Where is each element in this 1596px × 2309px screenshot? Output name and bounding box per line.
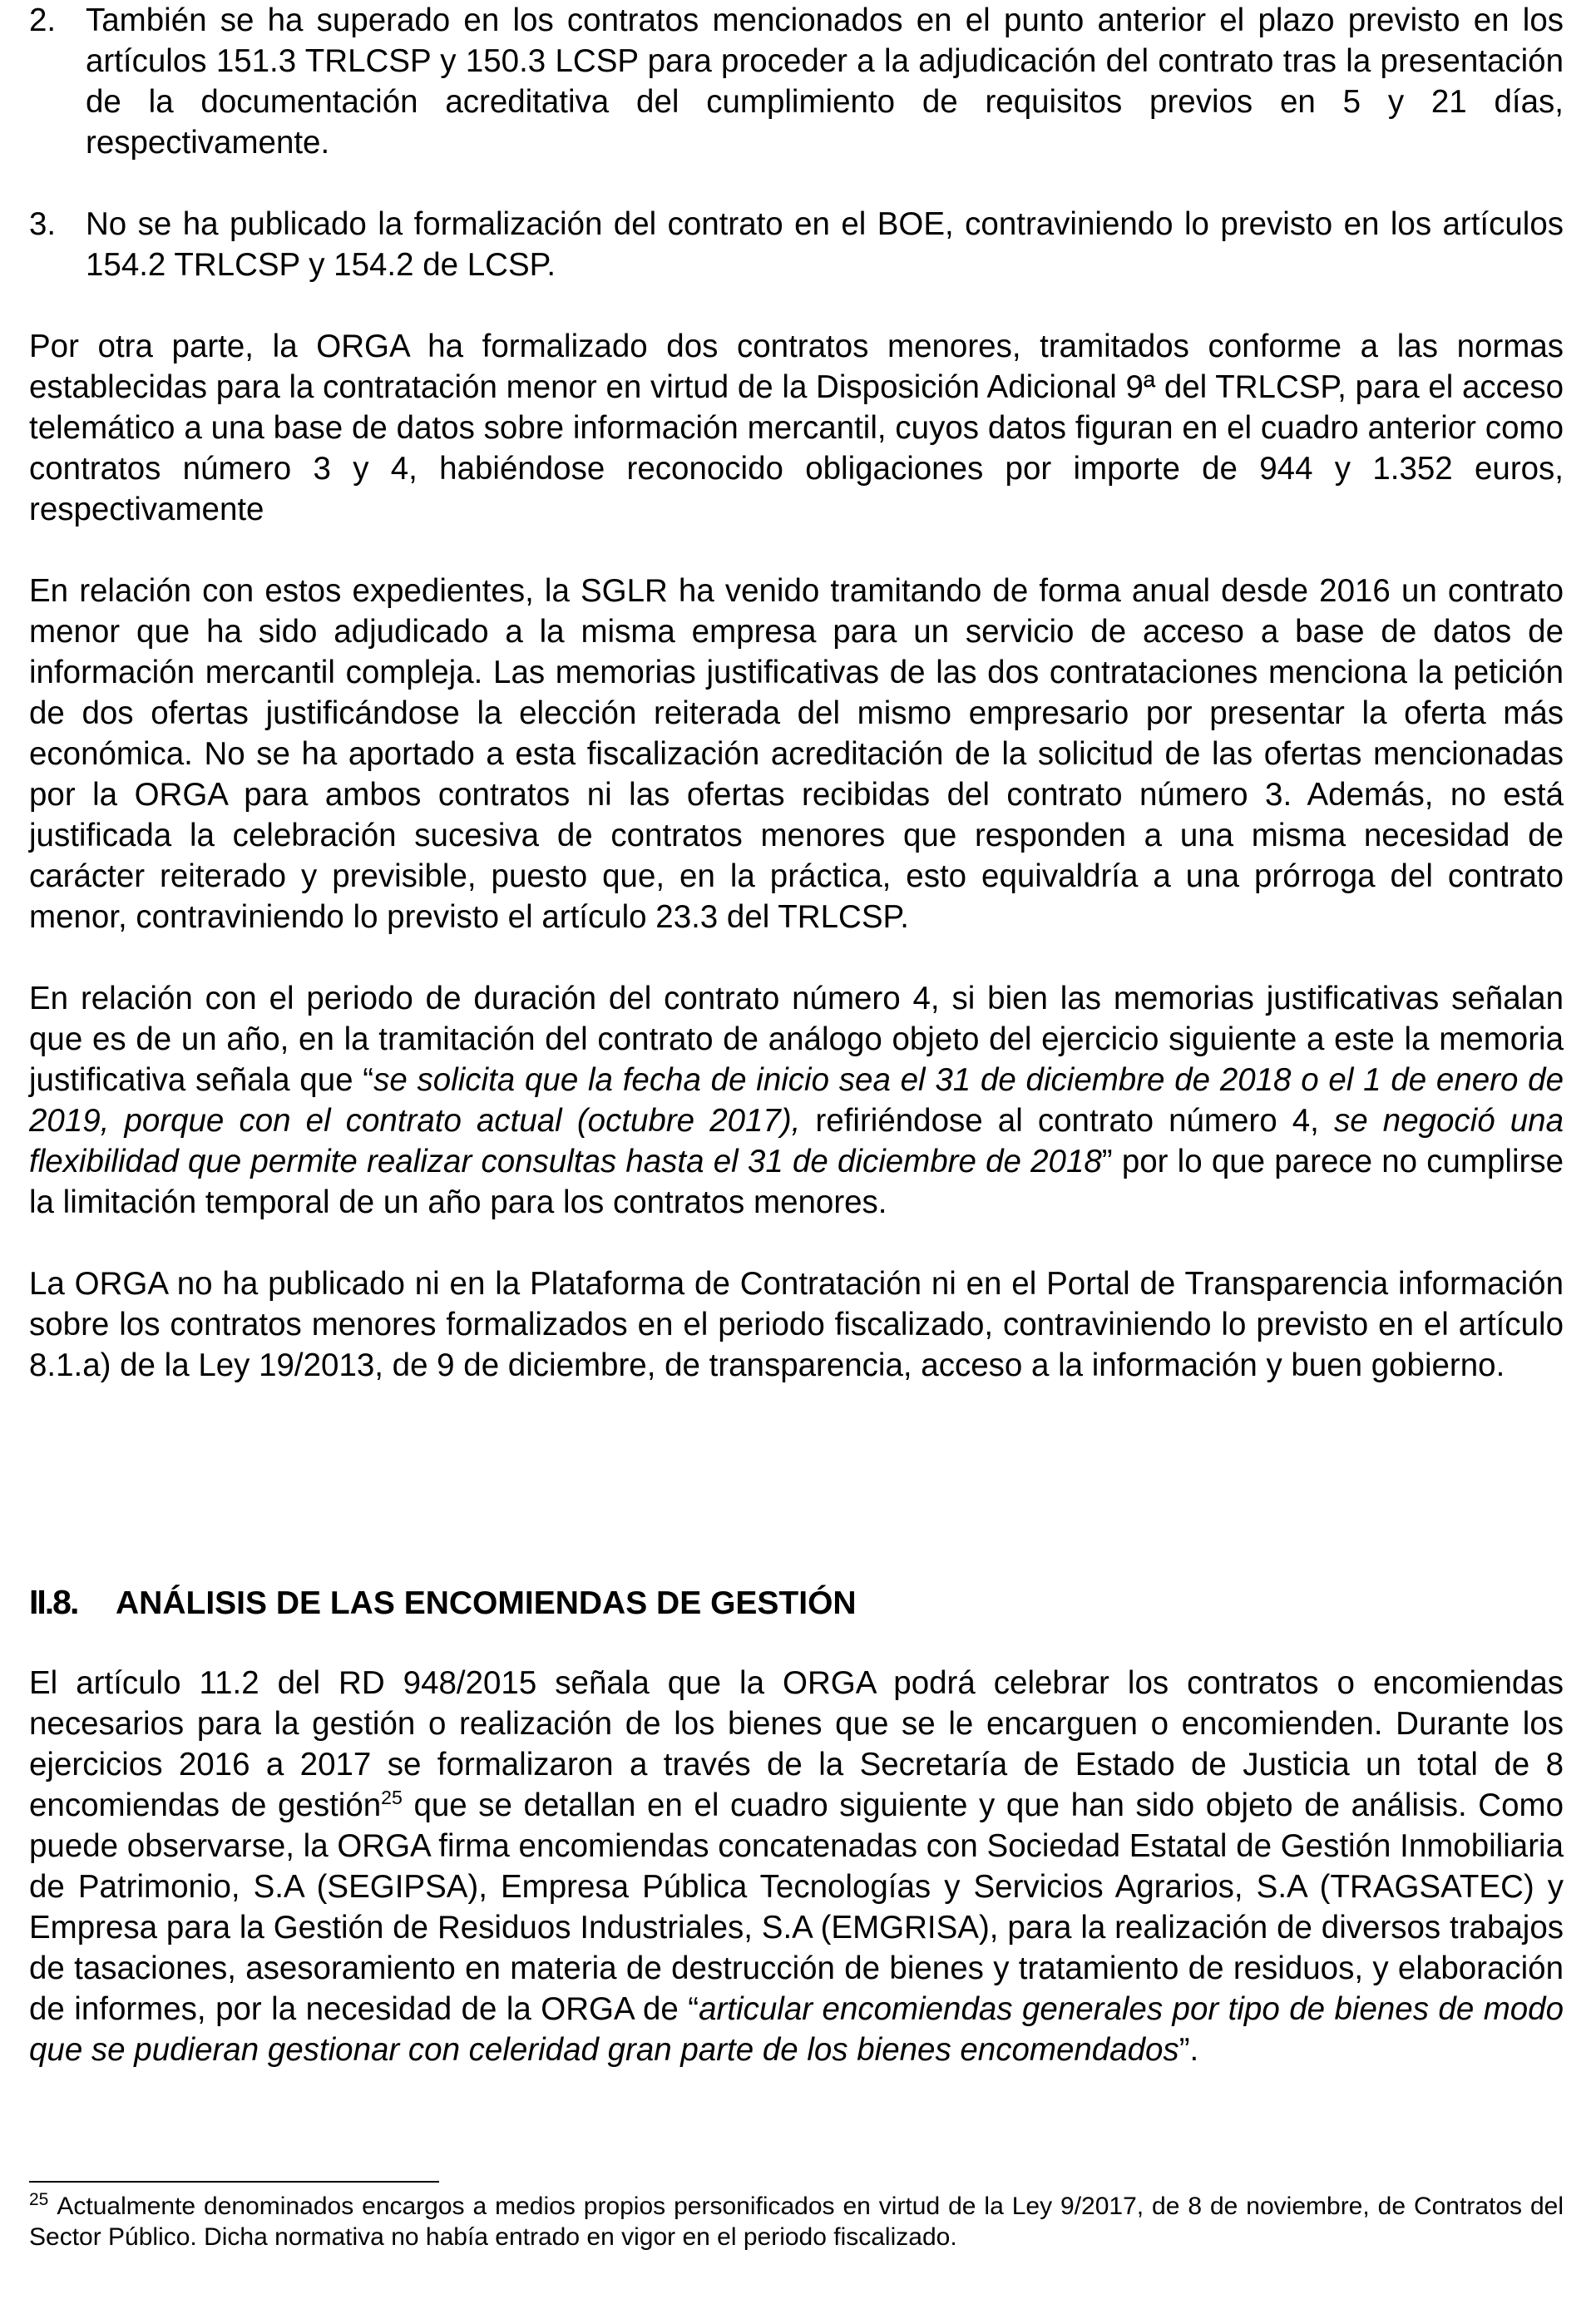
paragraph: Por otra parte, la ORGA ha formalizado dos contratos menores, tramitados conforme a las normas establecidas para la contratación menor en virtud de la Disposición Adicional 9ª del TRLCSP, para el acceso telemático a una base de datos sobre información mercantil, cuyos datos figuran en el cuadro anterior como contratos número 3 y 4, habiéndose reconocido obligaciones por importe de 944 y 1.352 euros, respectivamente xyxy=(29,329,1564,527)
section-number: II.8. xyxy=(29,1583,78,1621)
paragraph-text: El artículo 11.2 del RD 948/2015 señala que la ORGA podrá celebrar los contratos o encomiendas necesarios para la gestión o realización de los bienes que se le encarguen o encomienden. Durante los ejercicios 2016 a 2017 se formalizaron a través de la Secretaría de Estado de Justicia un total de 8 encomiendas de gestión xyxy=(29,1665,1564,1823)
paragraph xyxy=(29,978,1564,1223)
quoted-text: se solicita que la fecha de inicio sea el 31 de diciembre de 2018 o el 1 de enero de 2019, porque con el contrato actual (octubre 2017), xyxy=(29,1062,1564,1139)
paragraph-text: ”. xyxy=(1178,2032,1199,2068)
footnote-number: 25 xyxy=(29,2190,49,2209)
list-item-text: También se ha superado en los contratos mencionados en el punto anterior el plazo previsto en los artículos 151.3 TRLCSP y 150.3 LCSP para proceder a la adjudicación del contrato tras la presentación de la documentación acreditativa del cumplimiento de requisitos previos en 5 y 21 días, respectivamente. xyxy=(86,2,1564,161)
paragraph-text: que se detallan en el cuadro siguiente y que han sido objeto de análisis. Como puede observarse, la ORGA firma encomiendas concatenadas con Sociedad Estatal de Gestión Inmobiliaria de Patrimonio, S.A (SEGIPSA), Empresa Pública Tecnologías y Servicios Agrarios, S.A (TRAGSATEC) y Empresa para la Gestión de Residuos Industriales, S.A (EMGRISA), para la realización de diversos trabajos de tasaciones, asesoramiento en materia de destrucción de bienes y tratamiento de residuos, y elaboración de informes, por la necesidad de la ORGA de “ xyxy=(29,1787,1564,2027)
quoted-text: articular encomiendas generales por tipo de bienes de modo que se pudieran gestionar con celeridad gran parte de los bienes encomendados xyxy=(29,1991,1564,2068)
main-text xyxy=(29,0,1564,1386)
list-item xyxy=(29,0,1564,163)
list-item-text: No se ha publicado la formalización del contrato en el BOE, contraviniendo lo previsto en los artículos 154.2 TRLCSP y 154.2 de LCSP. xyxy=(86,206,1564,283)
quoted-text: se negoció una flexibilidad que permite realizar consultas hasta el 31 de diciembre de 2018 xyxy=(29,1103,1564,1179)
list-item-number: 2. xyxy=(29,2,57,38)
list-item-number: 3. xyxy=(29,206,57,242)
paragraph xyxy=(29,1663,1564,2070)
paragraph-text: ” por lo que parece no cumplirse la limitación temporal de un año para los contratos menores. xyxy=(29,1144,1564,1220)
list-item xyxy=(29,204,1564,285)
paragraph-text: refiriéndose al contrato número 4, xyxy=(800,1103,1334,1139)
footnote-reference[interactable]: 25 xyxy=(381,1787,403,1809)
section-body xyxy=(29,1663,1564,2070)
footnote-separator xyxy=(29,2181,439,2183)
footnote xyxy=(29,2191,1564,2252)
section-title: ANÁLISIS DE LAS ENCOMIENDAS DE GESTIÓN xyxy=(116,1585,857,1621)
paragraph-text: En relación con el periodo de duración del contrato número 4, si bien las memorias justificativas señalan que es de un año, en la tramitación del contrato de análogo objeto del ejercicio siguiente a este la memoria justificativa señala que “ xyxy=(29,981,1564,1098)
paragraph: La ORGA no ha publicado ni en la Plataforma de Contratación ni en el Portal de Transparencia información sobre los contratos menores formalizados en el periodo fiscalizado, contraviniendo lo previsto en el artículo 8.1.a) de la Ley 19/2013, de 9 de diciembre, de transparencia, acceso a la información y buen gobierno. xyxy=(29,1266,1564,1383)
section-heading xyxy=(29,1582,857,1624)
footnote-text: Actualmente denominados encargos a medios propios personificados en virtud de la Ley 9/2017, de 8 de noviembre, de Contratos del Sector Público. Dicha normativa no había entrado en vigor en el periodo fiscalizado. xyxy=(29,2193,1564,2251)
paragraph: En relación con estos expedientes, la SGLR ha venido tramitando de forma anual desde 2016 un contrato menor que ha sido adjudicado a la misma empresa para un servicio de acceso a base de datos de información mercantil compleja. Las memorias justificativas de las dos contrataciones menciona la petición de dos ofertas justificándose la elección reiterada del mismo empresario por presentar la oferta más económica. No se ha aportado a esta fiscalización acreditación de la solicitud de las ofertas mencionadas por la ORGA para ambos contratos ni las ofertas recibidas del contrato número 3. Además, no está justificada la celebración sucesiva de contratos menores que responden a una misma necesidad de carácter reiterado y previsible, puesto que, en la práctica, esto equivaldría a una prórroga del contrato menor, contraviniendo lo previsto el artículo 23.3 del TRLCSP. xyxy=(29,573,1564,935)
